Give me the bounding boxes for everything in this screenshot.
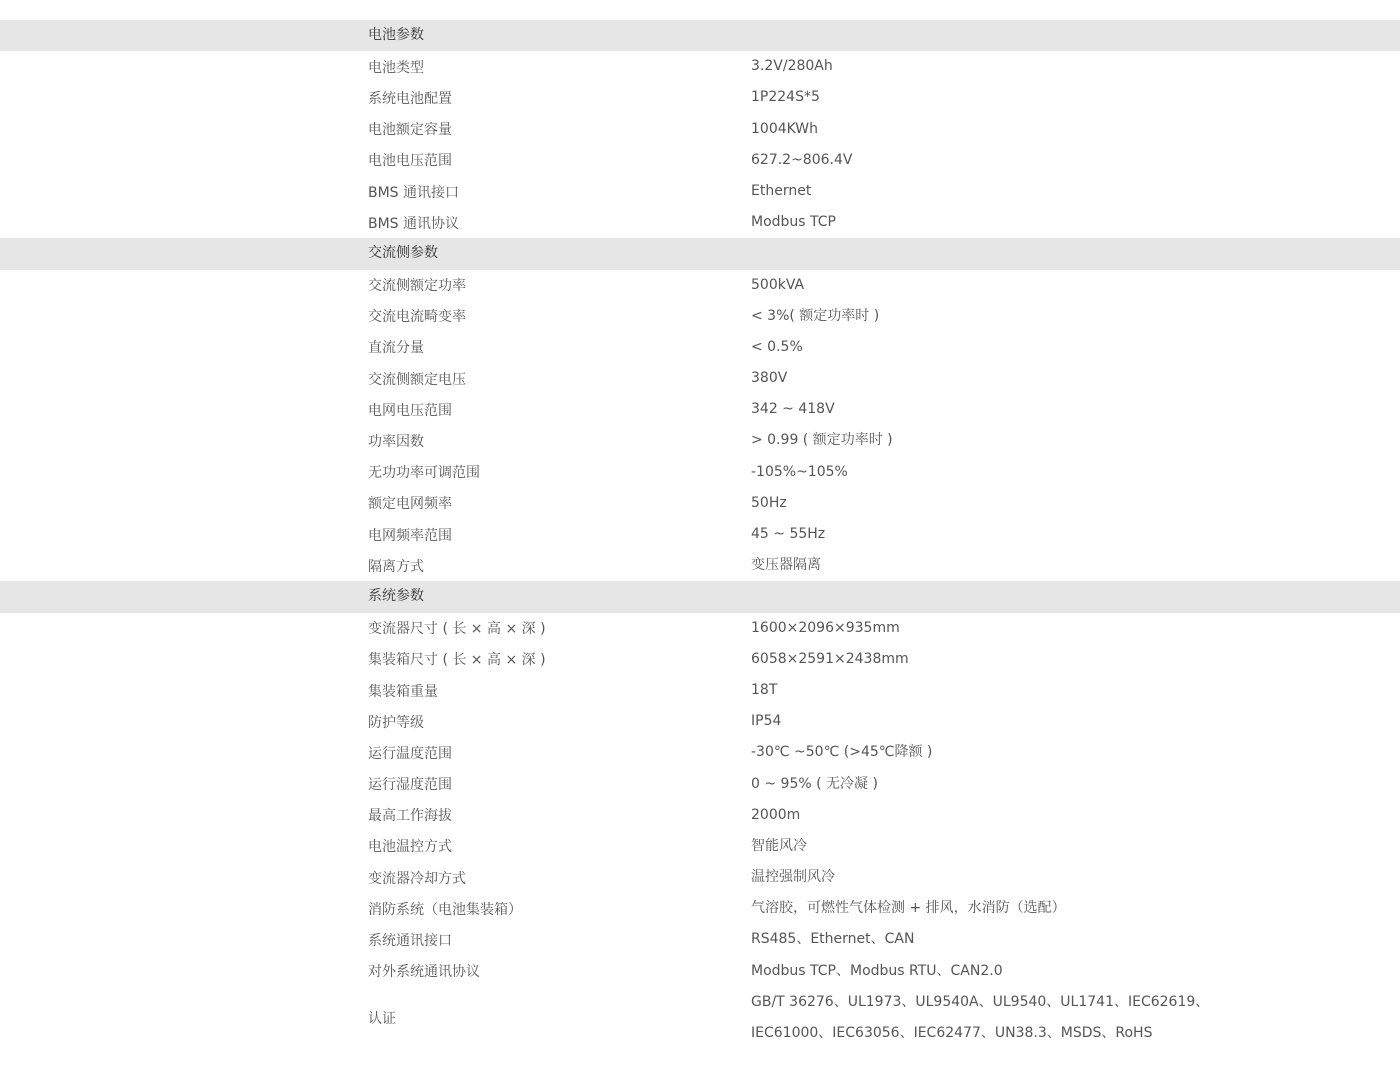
spec-value	[751, 769, 1371, 800]
spec-value-line: 380V	[751, 370, 788, 387]
spec-row	[0, 82, 1400, 113]
spec-label: 交流电流畸变率	[368, 309, 466, 326]
spec-label: 无功功率可调范围	[368, 465, 480, 482]
spec-label: BMS 通讯接口	[368, 184, 460, 201]
spec-value-line: IP54	[751, 713, 782, 730]
spec-label: 防护等级	[368, 714, 424, 731]
section-title: 电池参数	[368, 27, 424, 43]
spec-value	[751, 675, 1371, 706]
spec-label: 功率因数	[368, 434, 424, 451]
spec-value-line: 3.2V/280Ah	[751, 58, 833, 75]
spec-value	[751, 737, 1371, 768]
spec-value-line: 1P224S*5	[751, 89, 820, 106]
spec-label: 电网电压范围	[368, 402, 452, 419]
spec-value-line: 温控强制风冷	[751, 869, 835, 886]
spec-value	[751, 114, 1371, 145]
spec-label: 认证	[368, 1011, 396, 1027]
spec-row	[0, 800, 1400, 831]
spec-value-line: RS485、Ethernet、CAN	[751, 931, 915, 948]
spec-value	[751, 488, 1371, 519]
spec-row	[0, 862, 1400, 893]
spec-label: 对外系统通讯协议	[368, 964, 480, 981]
spec-row	[0, 114, 1400, 145]
spec-label: 系统通讯接口	[368, 933, 452, 950]
spec-value-line: Ethernet	[751, 182, 812, 199]
spec-row	[0, 737, 1400, 768]
spec-label: 集装箱尺寸 ( 长 × 高 × 深 )	[368, 652, 546, 669]
spec-row	[0, 924, 1400, 955]
section-header	[0, 238, 1400, 269]
spec-value	[751, 987, 1371, 1049]
spec-value-line: 0 ~ 95% ( 无冷凝 )	[751, 775, 878, 792]
spec-row	[0, 706, 1400, 737]
spec-row	[0, 457, 1400, 488]
spec-label: 系统电池配置	[368, 90, 452, 107]
spec-value	[751, 644, 1371, 675]
spec-label: 集装箱重量	[368, 683, 438, 700]
spec-value	[751, 176, 1371, 207]
spec-value	[751, 800, 1371, 831]
spec-value-line: 45 ~ 55Hz	[751, 526, 826, 542]
spec-row	[0, 488, 1400, 519]
spec-value-line: 变压器隔离	[751, 557, 821, 574]
spec-value	[751, 82, 1371, 113]
spec-value	[751, 51, 1371, 82]
spec-label: 消防系统（电池集装箱）	[368, 901, 522, 918]
spec-value-line: 6058×2591×2438mm	[751, 650, 909, 667]
spec-table	[0, 20, 1400, 1049]
spec-value	[751, 301, 1371, 332]
spec-value	[751, 550, 1371, 581]
spec-value-line: Modbus TCP	[751, 214, 836, 231]
spec-value	[751, 363, 1371, 394]
spec-label: BMS 通讯协议	[368, 215, 460, 232]
spec-row	[0, 363, 1400, 394]
spec-value-line: 1004KWh	[751, 120, 819, 137]
spec-row	[0, 394, 1400, 425]
spec-value-line: 智能风冷	[751, 837, 807, 854]
spec-row	[0, 956, 1400, 987]
spec-label: 电池类型	[368, 59, 424, 76]
spec-label: 隔离方式	[368, 558, 424, 575]
spec-label: 变流器尺寸 ( 长 × 高 × 深 )	[368, 621, 546, 638]
spec-label: 交流侧额定电压	[368, 371, 466, 388]
spec-label: 运行温度范围	[368, 745, 452, 762]
spec-label: 电池温控方式	[368, 839, 452, 856]
spec-row	[0, 550, 1400, 581]
spec-value	[751, 956, 1371, 987]
spec-value-line: 50Hz	[751, 494, 787, 511]
spec-label: 额定电网频率	[368, 496, 452, 513]
spec-row	[0, 831, 1400, 862]
section-title: 交流侧参数	[368, 245, 438, 262]
spec-label: 交流侧额定功率	[368, 278, 466, 295]
spec-row	[0, 270, 1400, 301]
spec-value	[751, 706, 1371, 737]
spec-row	[0, 425, 1400, 456]
spec-row	[0, 519, 1400, 550]
spec-label: 运行湿度范围	[368, 777, 452, 794]
spec-value-line: 627.2~806.4V	[751, 151, 853, 168]
spec-value-line: 500kVA	[751, 276, 805, 293]
spec-value-line: IEC61000、IEC63056、IEC62477、UN38.3、MSDS、RoHS	[751, 1025, 1153, 1041]
spec-label: 电网频率范围	[368, 527, 452, 544]
spec-row	[0, 675, 1400, 706]
spec-row	[0, 176, 1400, 207]
spec-row	[0, 644, 1400, 675]
spec-row	[0, 332, 1400, 363]
spec-row	[0, 51, 1400, 82]
spec-row	[0, 145, 1400, 176]
spec-value	[751, 207, 1371, 238]
spec-value	[751, 270, 1371, 301]
spec-value-line: < 0.5%	[751, 338, 803, 355]
spec-value-line: 1600×2096×935mm	[751, 619, 900, 636]
spec-value-line: > 0.99 ( 额定功率时 )	[751, 432, 893, 449]
spec-value	[751, 893, 1371, 924]
spec-value-line: Modbus TCP、Modbus RTU、CAN2.0	[751, 962, 1003, 979]
spec-value-line: -30℃ ~50℃ (>45℃降额 )	[751, 744, 933, 761]
spec-value	[751, 145, 1371, 176]
spec-value-line: 气溶胶，可燃性气体检测 + 排风，水消防（选配）	[751, 900, 1066, 917]
section-header	[0, 581, 1400, 612]
spec-value	[751, 457, 1371, 488]
spec-value	[751, 862, 1371, 893]
spec-value	[751, 332, 1371, 363]
spec-label: 变流器冷却方式	[368, 870, 466, 887]
spec-value	[751, 924, 1371, 955]
section-header	[0, 20, 1400, 51]
spec-row	[0, 207, 1400, 238]
spec-value	[751, 831, 1371, 862]
spec-label: 最高工作海拔	[368, 808, 452, 825]
section-title: 系统参数	[368, 588, 424, 605]
spec-value	[751, 425, 1371, 456]
spec-value	[751, 519, 1371, 550]
spec-row	[0, 893, 1400, 924]
spec-row	[0, 987, 1400, 1049]
spec-row	[0, 301, 1400, 332]
spec-value-line: 342 ~ 418V	[751, 401, 835, 418]
spec-value-line: 2000m	[751, 806, 801, 823]
spec-row	[0, 769, 1400, 800]
spec-label: 电池额定容量	[368, 122, 452, 139]
spec-value-line: 18T	[751, 681, 778, 698]
spec-value-line: GB/T 36276、UL1973、UL9540A、UL9540、UL1741、IEC62619、	[751, 993, 1210, 1010]
spec-label: 直流分量	[368, 340, 424, 357]
spec-value	[751, 613, 1371, 644]
spec-value-line: < 3%( 额定功率时 )	[751, 307, 880, 324]
spec-value	[751, 394, 1371, 425]
spec-row	[0, 613, 1400, 644]
spec-value-line: -105%~105%	[751, 463, 848, 480]
spec-label: 电池电压范围	[368, 153, 452, 170]
